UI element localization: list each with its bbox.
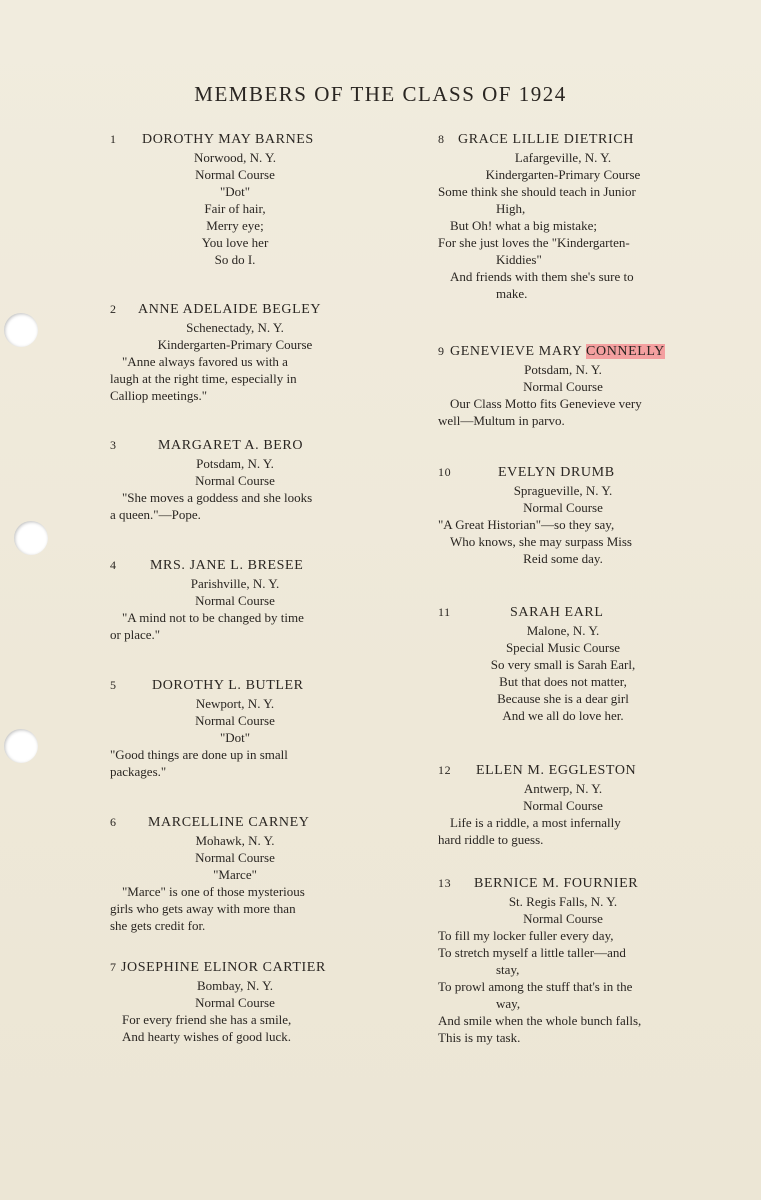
quote-line: Some think she should teach in Junior [438,184,636,199]
quote-line: And smile when the whole bunch falls, [438,1013,642,1028]
quote-line: laugh at the right time, especially in [110,371,297,386]
quote-line: hard riddle to guess. [438,832,544,847]
verse-line: So do I. [214,252,256,267]
member-number: 9 [438,344,445,358]
member-entry [438,464,688,567]
member-town: Malone, N. Y. [526,623,600,638]
member-number: 12 [438,763,452,777]
member-entry [110,437,360,523]
member-name: EVELYN DRUMB [498,465,615,480]
quote-line: well—Multum in parvo. [438,413,565,428]
quote-line: But Oh! what a big mistake; [450,218,597,233]
member-number: 10 [438,465,452,479]
member-course: Normal Course [523,798,603,813]
member-number: 8 [438,132,445,146]
quote-line: Our Class Motto fits Genevieve very [450,396,642,411]
member-entry [110,557,360,643]
quote-line: And hearty wishes of good luck. [122,1029,291,1044]
quote-line: Reid some day. [523,551,603,566]
member-entry [110,677,360,780]
member-course: Special Music Course [505,640,621,655]
quote-line: High, [496,201,526,216]
member-name: MARGARET A. BERO [158,438,304,453]
quote-line: she gets credit for. [110,918,206,933]
verse-line: And we all do love her. [502,708,624,723]
verse-line: Because she is a dear girl [497,691,629,706]
quote-line: "A Great Historian"—so they say, [438,517,615,532]
page-title: MEMBERS OF THE CLASS OF 1924 [194,82,567,106]
quote-line: For every friend she has a smile, [122,1012,292,1027]
member-town: Antwerp, N. Y. [523,781,603,796]
member-entry [438,762,688,848]
quote-line: girls who gets away with more than [110,901,296,916]
member-name: MARCELLINE CARNEY [148,815,310,830]
quote-line: "Good things are done up in small [110,747,288,762]
member-entry [438,131,688,302]
member-town: Mohawk, N. Y. [195,833,275,848]
member-town: Potsdam, N. Y. [196,456,274,471]
member-course: Normal Course [195,713,275,728]
member-town: Potsdam, N. Y. [524,362,602,377]
quote-line: "She moves a goddess and she looks [122,490,313,505]
member-nickname: "Dot" [219,730,251,745]
member-town: Newport, N. Y. [195,696,275,711]
member-course: Normal Course [523,379,603,394]
member-entry [110,131,360,268]
quote-line: or place." [110,627,161,642]
member-name: GRACE LILLIE DIETRICH [458,132,634,147]
quote-line: Kiddies" [496,252,542,267]
highlighted-surname: CONNELLY [586,344,665,359]
member-number: 6 [110,815,117,829]
quote-line: "Marce" is one of those mysterious [122,884,305,899]
member-number: 3 [110,438,117,452]
member-course: Normal Course [523,911,603,926]
member-town: Schenectady, N. Y. [186,320,284,335]
member-name-first: GENEVIEVE MARY [450,344,582,359]
quote-line: Life is a riddle, a most infernally [450,815,621,830]
quote-line: And friends with them she's sure to [450,269,634,284]
verse-line: You love her [201,235,269,250]
member-town: Lafargeville, N. Y. [514,150,612,165]
verse-line: But that does not matter, [499,674,627,689]
quote-line: "A mind not to be changed by time [122,610,304,625]
quote-line: This is my task. [438,1030,521,1045]
member-entry [438,343,688,429]
member-number: 1 [110,132,117,146]
member-town: St. Regis Falls, N. Y. [508,894,618,909]
quote-line: "Anne always favored us with a [122,354,288,369]
member-name: SARAH EARL [510,605,604,620]
member-number: 2 [110,302,117,316]
quote-line: For she just loves the "Kindergarten- [438,235,630,250]
member-course: Normal Course [195,995,275,1010]
quote-line: packages." [110,764,167,779]
member-town: Spragueville, N. Y. [513,483,613,498]
member-number: 11 [438,605,451,619]
member-name: DOROTHY L. BUTLER [152,678,304,693]
quote-line: Who knows, she may surpass Miss [450,534,632,549]
member-entry [110,301,360,404]
member-name: ANNE ADELAIDE BEGLEY [138,302,322,317]
member-town: Bombay, N. Y. [196,978,274,993]
verse-line: "Dot" [219,184,251,199]
member-name: ELLEN M. EGGLESTON [476,763,637,778]
member-name: DOROTHY MAY BARNES [142,132,314,147]
member-name: JOSEPHINE ELINOR CARTIER [121,960,326,975]
member-course: Kindergarten-Primary Course [157,337,313,352]
binder-hole [14,521,48,555]
member-course: Normal Course [523,500,603,515]
quote-line: a queen."—Pope. [110,507,201,522]
quote-line: way, [496,996,521,1011]
verse-line: Fair of hair, [204,201,266,216]
quote-line: To fill my locker fuller every day, [438,928,614,943]
member-number: 4 [110,558,117,572]
member-number: 5 [110,678,117,692]
quote-line: stay, [496,962,520,977]
member-number: 7 [110,960,117,974]
member-course: Normal Course [195,850,275,865]
member-name: BERNICE M. FOURNIER [474,876,639,891]
binder-hole [4,729,38,763]
member-town: Norwood, N. Y. [194,150,276,165]
member-entry [438,604,688,724]
member-name: MRS. JANE L. BRESEE [150,558,304,573]
member-course: Kindergarten-Primary Course [485,167,641,182]
member-entry [438,875,688,1046]
member-course: Normal Course [195,593,275,608]
binder-hole [4,313,38,347]
member-name [450,343,665,360]
verse-line: So very small is Sarah Earl, [490,657,636,672]
quote-line: make. [496,286,528,301]
quote-line: To prowl among the stuff that's in the [438,979,633,994]
verse-line: Merry eye; [206,218,264,233]
member-course: Normal Course [195,473,275,488]
quote-line: To stretch myself a little taller—and [438,945,626,960]
member-nickname: "Marce" [213,867,257,882]
member-entry [110,959,360,1045]
member-town: Parishville, N. Y. [190,576,280,591]
member-number: 13 [438,876,452,890]
member-entry [110,814,360,934]
member-course: Normal Course [195,167,275,182]
quote-line: Calliop meetings." [110,388,208,403]
